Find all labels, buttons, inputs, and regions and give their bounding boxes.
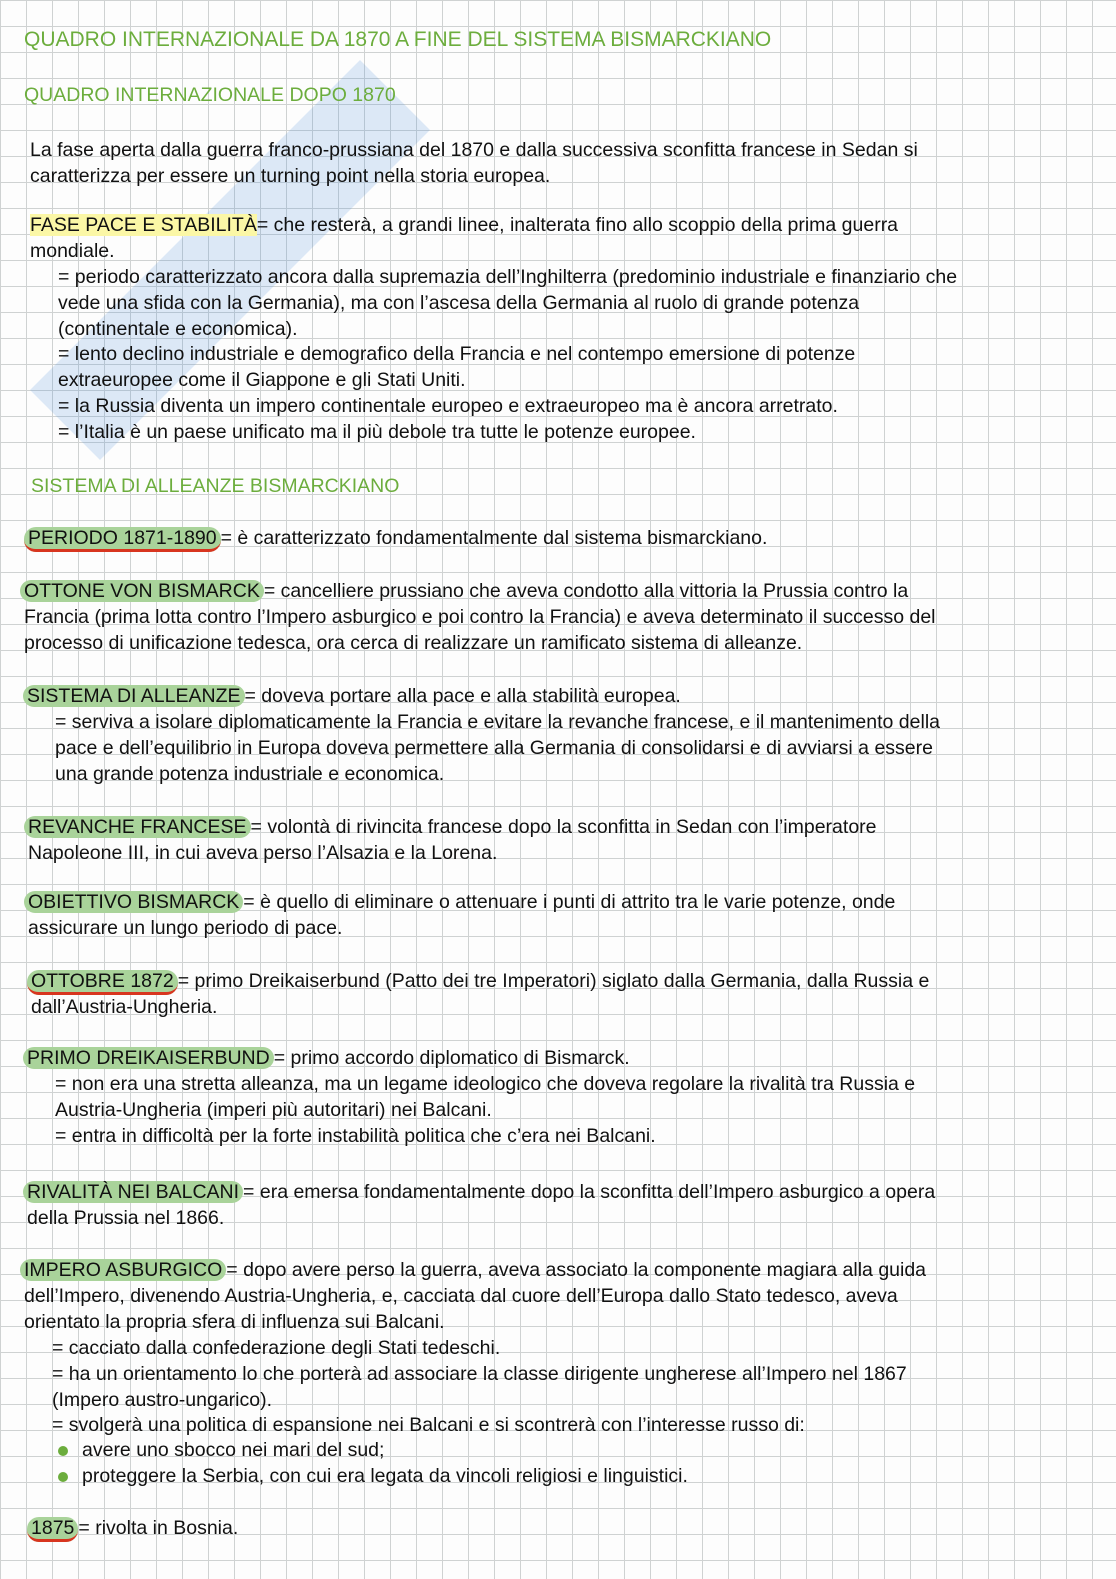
text-line: = non era una stretta alleanza, ma un legame ideologico che doveva regolare la rivalità tra Russia e xyxy=(55,1073,916,1095)
definition-fase: FASE PACE E STABILITÀ= che resterà, a grandi linee, inalterata fino allo scoppio della prima guerra xyxy=(30,214,899,236)
text-line: della Prussia nel 1866. xyxy=(27,1207,225,1229)
text-line: dall’Austria-Ungheria. xyxy=(31,996,218,1018)
text-line: dell’Impero, divenendo Austria-Ungheria, e, cacciata dal cuore dell’Europa dallo Stato tedesco, aveva xyxy=(24,1285,898,1307)
text-line: = periodo caratterizzato ancora dalla supremazia dell’Inghilterra (predominio industriale e finanziario che xyxy=(58,266,958,288)
text-line: una grande potenza industriale e economica. xyxy=(55,763,445,785)
section-title-quadro: QUADRO INTERNAZIONALE DOPO 1870 xyxy=(24,84,396,106)
text-line: Napoleone III, in cui aveva perso l’Alsazia e la Lorena. xyxy=(28,842,498,864)
term-impero: IMPERO ASBURGICO xyxy=(20,1259,226,1281)
section-title-sistema: SISTEMA DI ALLEANZE BISMARCKIANO xyxy=(31,475,400,497)
definition-1875: 1875 = rivolta in Bosnia. xyxy=(31,1515,238,1541)
text-line: Francia (prima lotta contro l’Impero asburgico e poi contro la Francia) e aveva determinato il successo del xyxy=(24,606,936,628)
term-primo: PRIMO DREIKAISERBUND xyxy=(23,1047,274,1069)
term-sistema: SISTEMA DI ALLEANZE xyxy=(23,685,245,707)
term-periodo: PERIODO 1871-1890 xyxy=(24,527,221,552)
text-line: = ha un orientamento lo che porterà ad associare la classe dirigente ungherese all’Impero nel 1867 xyxy=(52,1363,907,1385)
term-obiettivo: OBIETTIVO BISMARCK xyxy=(24,891,243,913)
definition-primo: PRIMO DREIKAISERBUND = primo accordo diplomatico di Bismarck. xyxy=(27,1045,630,1071)
definition-ottone: OTTONE VON BISMARCK = cancelliere prussiano che aveva condotto alla vittoria la Prussia contro la xyxy=(24,578,908,604)
text-line: orientato la propria sfera di influenza sui Balcani. xyxy=(24,1311,445,1333)
definition-ottobre: OTTOBRE 1872 = primo Dreikaiserbund (Patto dei tre Imperatori) siglato dalla Germania, dalla Russia e xyxy=(31,968,929,994)
text-line: pace e dell’equilibrio in Europa doveva permettere alla Germania di consolidarsi e di avviarsi a essere xyxy=(55,737,933,759)
definition-revanche: REVANCHE FRANCESE = volontà di rivincita francese dopo la sconfitta in Sedan con l’imperatore xyxy=(28,814,877,840)
list-item: avere uno sbocco nei mari del sud; xyxy=(58,1437,384,1463)
definition-obiettivo: OBIETTIVO BISMARCK = è quello di eliminare o attenuare i punti di attrito tra le varie potenze, onde xyxy=(28,889,895,915)
text-line: (Impero austro-ungarico). xyxy=(52,1389,273,1411)
list-item: proteggere la Serbia, con cui era legata da vincoli religiosi e linguistici. xyxy=(58,1463,688,1489)
text-line: (continentale e economica). xyxy=(58,318,298,340)
text-line: = lento declino industriale e demografico della Francia e nel contempo emersione di potenze xyxy=(58,343,856,365)
definition-impero: IMPERO ASBURGICO = dopo avere perso la guerra, aveva associato la componente magiara alla guida xyxy=(24,1257,926,1283)
page-title: QUADRO INTERNAZIONALE DA 1870 A FINE DEL SISTEMA BISMARCKIANO xyxy=(24,28,772,51)
term-ottone: OTTONE VON BISMARCK xyxy=(20,580,264,602)
bullet-icon xyxy=(58,1446,68,1456)
text-line: = l’Italia è un paese unificato ma il più debole tra tutte le potenze europee. xyxy=(58,421,696,443)
term-1875: 1875 xyxy=(27,1517,78,1542)
text-line: = svolgerà una politica di espansione nei Balcani e si scontrerà con l’interesse russo di: xyxy=(52,1414,805,1436)
definition-rivalita: RIVALITÀ NEI BALCANI = era emersa fondamentalmente dopo la sconfitta dell’Impero asburgico a opera xyxy=(27,1179,935,1205)
text-line: Austria-Ungheria (imperi più autoritari) nei Balcani. xyxy=(55,1099,492,1121)
text-line: mondiale. xyxy=(30,240,115,262)
text-line: processo di unificazione tedesca, ora cerca di realizzare un ramificato sistema di alleanze. xyxy=(24,632,803,654)
term-fase: FASE PACE E STABILITÀ xyxy=(30,214,257,236)
definition-sistema: SISTEMA DI ALLEANZE = doveva portare alla pace e alla stabilità europea. xyxy=(27,683,681,709)
term-rivalita: RIVALITÀ NEI BALCANI xyxy=(23,1181,243,1203)
text-line: extraeuropee come il Giappone e gli Stati Uniti. xyxy=(58,369,466,391)
definition-periodo: PERIODO 1871-1890 = è caratterizzato fondamentalmente dal sistema bismarckiano. xyxy=(28,525,767,551)
term-revanche: REVANCHE FRANCESE xyxy=(24,816,251,838)
bullet-icon xyxy=(58,1472,68,1482)
text-line: = la Russia diventa un impero continentale europeo e extraeuropeo ma è ancora arretrato. xyxy=(58,395,838,417)
text-line: = cacciato dalla confederazione degli Stati tedeschi. xyxy=(52,1337,501,1359)
term-ottobre: OTTOBRE 1872 xyxy=(27,970,178,995)
text-line: = serviva a isolare diplomaticamente la Francia e evitare la revanche francese, e il mantenimento della xyxy=(55,711,940,733)
text-line: = entra in difficoltà per la forte instabilità politica che c’era nei Balcani. xyxy=(55,1125,656,1147)
text-line: La fase aperta dalla guerra franco-prussiana del 1870 e dalla successiva sconfitta francese in Sedan si xyxy=(30,139,918,161)
text-line: vede una sfida con la Germania), ma con l’ascesa della Germania al ruolo di grande potenza xyxy=(58,292,860,314)
text-line: assicurare un lungo periodo di pace. xyxy=(28,917,343,939)
text-line: caratterizza per essere un turning point nella storia europea. xyxy=(30,165,551,187)
